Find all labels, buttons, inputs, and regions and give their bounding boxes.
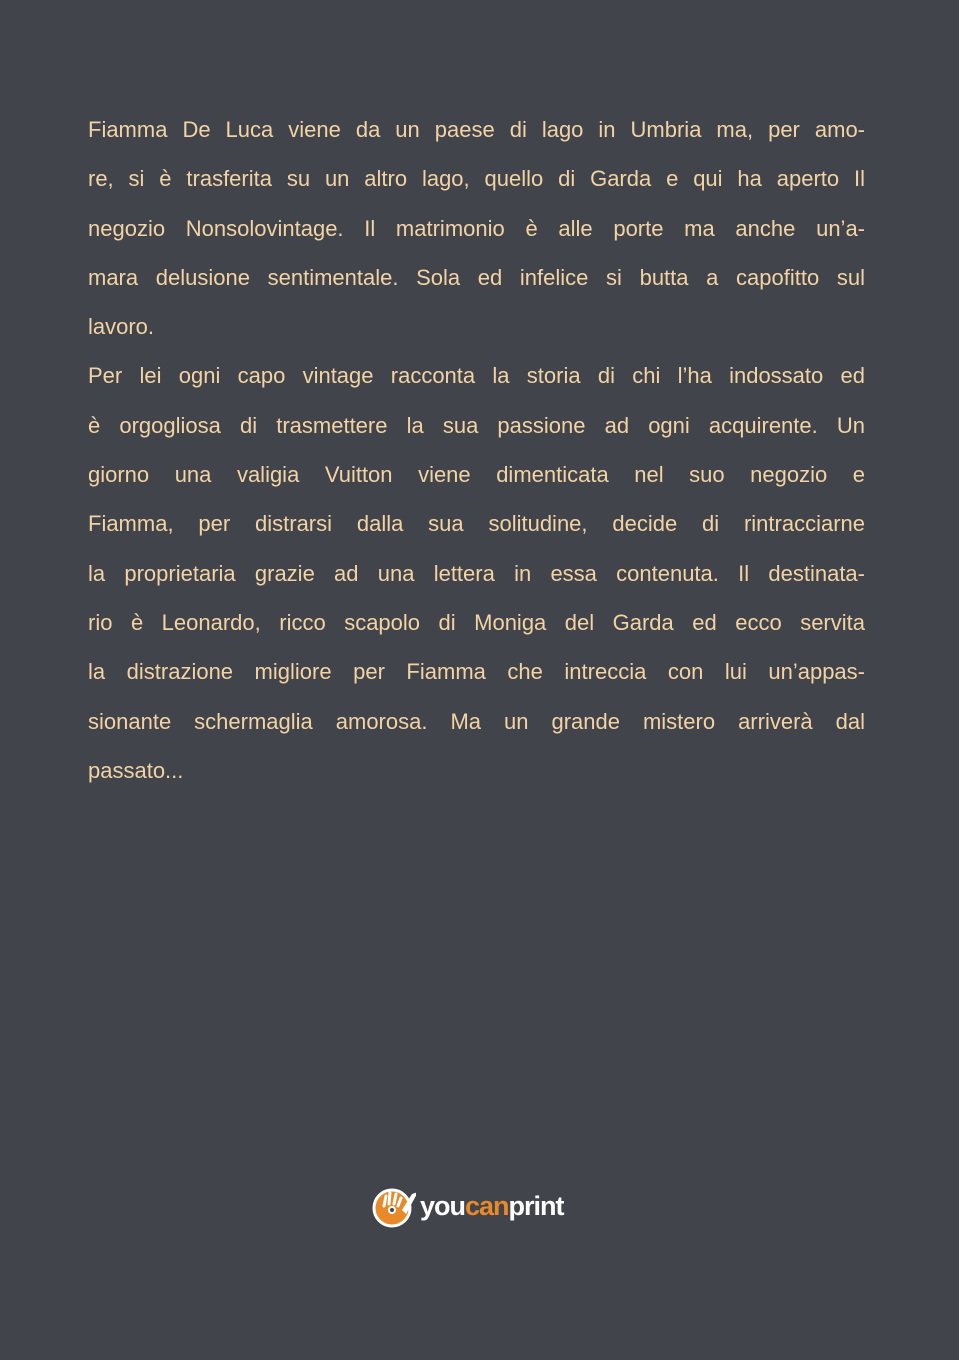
blurb-line: giorno una valigia Vuitton viene dimenticata nel suo negozio e [88,462,865,488]
blurb-line: lavoro. [88,314,155,340]
hand-check-logo-icon [372,1184,416,1228]
blurb-line: rio è Leonardo, ricco scapolo di Moniga del Garda ed ecco servita [88,609,865,635]
blurb-line: la proprietaria grazie ad una lettera in essa contenuta. Il destinata- [88,560,865,586]
blurb-line: negozio Nonsolovintage. Il matrimonio è alle porte ma anche un’a- [88,215,865,241]
back-cover-blurb [88,110,865,800]
blurb-line: è orgogliosa di trasmettere la sua passione ad ogni acquirente. Un [88,412,865,438]
blurb-line: mara delusione sentimentale. Sola ed infelice si butta a capofitto sul [88,264,865,290]
blurb-line: passato... [88,757,184,783]
blurb-line: re, si è trasferita su un altro lago, quello di Garda e qui ha aperto Il [88,166,865,192]
blurb-line: Per lei ogni capo vintage racconta la storia di chi l’ha indossato ed [88,363,865,389]
publisher-wordmark [420,1191,564,1222]
publisher-logo [372,1184,564,1228]
wordmark-print: print [508,1190,564,1221]
wordmark-you: you [420,1190,466,1221]
blurb-line: sionante schermaglia amorosa. Ma un grande mistero arriverà dal [88,708,865,734]
wordmark-can: can [465,1190,509,1221]
blurb-line: la distrazione migliore per Fiamma che intreccia con lui un’appas- [88,659,865,685]
blurb-line: Fiamma, per distrarsi dalla sua solitudine, decide di rintracciarne [88,511,865,537]
blurb-line: Fiamma De Luca viene da un paese di lago in Umbria ma, per amo- [88,117,865,142]
